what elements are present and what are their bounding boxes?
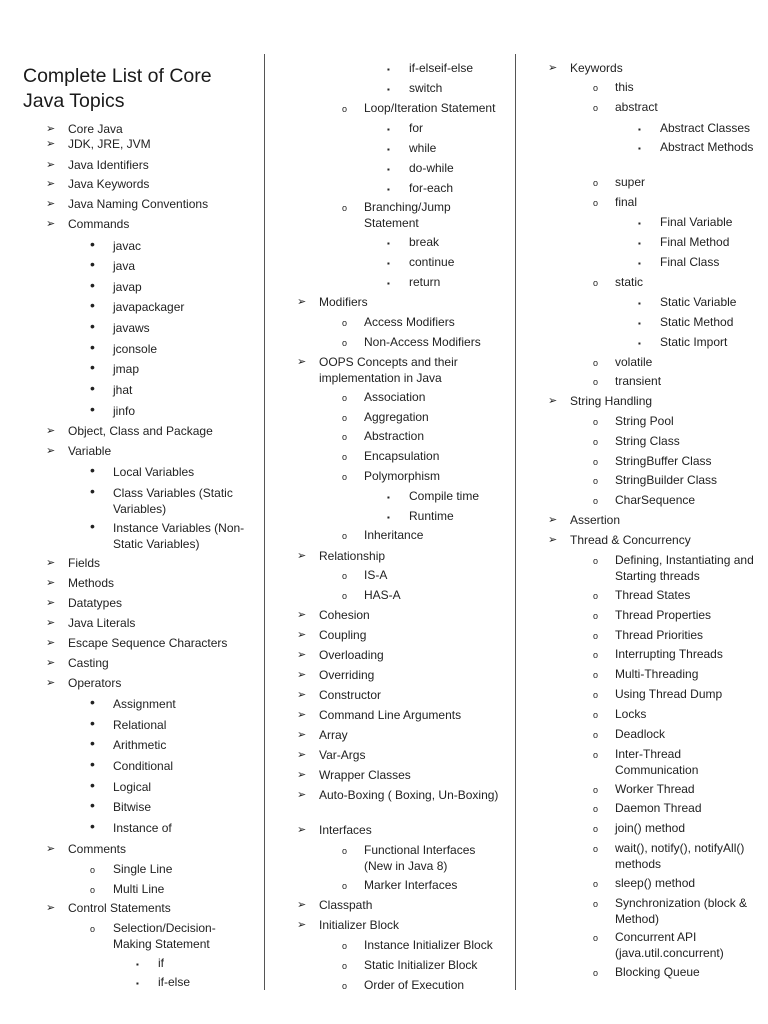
circle-bullet-icon: o	[342, 413, 348, 423]
arrow-bullet-icon: ➢	[548, 395, 558, 407]
square-bullet-icon: ▪	[387, 65, 390, 74]
list-item: Thread & Concurrency	[570, 533, 691, 547]
list-item: Array	[319, 728, 348, 742]
list-item: sleep() method	[615, 876, 696, 890]
circle-bullet-icon: o	[593, 417, 599, 427]
arrow-bullet-icon: ➢	[46, 198, 56, 210]
arrow-bullet-icon: ➢	[548, 62, 558, 74]
list-item: continue	[409, 255, 455, 269]
list-item: Deadlock	[615, 727, 666, 741]
disc-bullet-icon: •	[90, 694, 95, 710]
list-item: Compile time	[409, 489, 480, 503]
list-item: String Handling	[570, 394, 653, 408]
list-item: Thread Priorities	[615, 628, 704, 642]
disc-bullet-icon: •	[90, 735, 95, 751]
square-bullet-icon: ▪	[638, 259, 641, 268]
circle-bullet-icon: o	[593, 178, 599, 188]
list-item: if-elseif-else	[409, 61, 474, 75]
list-item: Functional Interfaces (New in Java 8)	[364, 843, 476, 873]
list-item: Coupling	[319, 628, 367, 642]
list-item: Core Java	[68, 122, 123, 136]
list-item: Conditional	[113, 759, 174, 773]
list-item: Interrupting Threads	[615, 647, 723, 661]
list-item: CharSequence	[615, 493, 696, 507]
circle-bullet-icon: o	[90, 865, 96, 875]
list-item: Commands	[68, 217, 130, 231]
square-bullet-icon: ▪	[387, 85, 390, 94]
list-item: Blocking Queue	[615, 965, 700, 979]
circle-bullet-icon: o	[593, 556, 599, 566]
list-item: StringBuffer Class	[615, 454, 712, 468]
list-item: if	[158, 956, 164, 970]
arrow-bullet-icon: ➢	[46, 597, 56, 609]
list-item: Non-Access Modifiers	[364, 335, 481, 349]
disc-bullet-icon: •	[90, 256, 95, 272]
list-item: IS-A	[364, 568, 388, 582]
list-item: for	[409, 121, 424, 135]
arrow-bullet-icon: ➢	[297, 629, 307, 641]
circle-bullet-icon: o	[90, 924, 96, 934]
list-item: Java Identifiers	[68, 158, 149, 172]
list-item: javap	[113, 280, 142, 294]
list-item: Arithmetic	[113, 738, 167, 752]
circle-bullet-icon: o	[342, 846, 348, 856]
circle-bullet-icon: o	[342, 981, 348, 991]
circle-bullet-icon: o	[593, 899, 599, 909]
list-item: OOPS Concepts and their implementation in Java	[319, 355, 458, 385]
list-item: Aggregation	[364, 410, 429, 424]
circle-bullet-icon: o	[342, 591, 348, 601]
list-item: Escape Sequence Characters	[68, 636, 228, 650]
disc-bullet-icon: •	[90, 715, 95, 731]
arrow-bullet-icon: ➢	[46, 178, 56, 190]
arrow-bullet-icon: ➢	[297, 550, 307, 562]
list-item: Defining, Instantiating and Starting threads	[615, 553, 754, 583]
list-item: Bitwise	[113, 800, 152, 814]
list-item: javaws	[113, 321, 150, 335]
list-item: Polymorphism	[364, 469, 441, 483]
column-3	[516, 0, 768, 1024]
list-item: Operators	[68, 676, 122, 690]
square-bullet-icon: ▪	[638, 299, 641, 308]
list-item: javapackager	[113, 300, 185, 314]
square-bullet-icon: ▪	[638, 144, 641, 153]
list-item: static	[615, 275, 644, 289]
list-item: Association	[364, 390, 426, 404]
circle-bullet-icon: o	[593, 358, 599, 368]
circle-bullet-icon: o	[342, 104, 348, 114]
list-item: Inter-Thread Communication	[615, 747, 699, 777]
arrow-bullet-icon: ➢	[297, 899, 307, 911]
list-item: for-each	[409, 181, 454, 195]
page-title: Complete List of Core Java Topics	[23, 65, 212, 112]
disc-bullet-icon: •	[90, 297, 95, 313]
circle-bullet-icon: o	[593, 650, 599, 660]
disc-bullet-icon: •	[90, 236, 95, 252]
list-item: transient	[615, 374, 662, 388]
list-item: super	[615, 175, 646, 189]
arrow-bullet-icon: ➢	[297, 919, 307, 931]
list-item: abstract	[615, 100, 658, 114]
list-item: break	[409, 235, 440, 249]
circle-bullet-icon: o	[593, 103, 599, 113]
circle-bullet-icon: o	[593, 670, 599, 680]
circle-bullet-icon: o	[342, 571, 348, 581]
square-bullet-icon: ▪	[387, 165, 390, 174]
list-item: Locks	[615, 707, 647, 721]
list-item: Comments	[68, 842, 127, 856]
circle-bullet-icon: o	[593, 437, 599, 447]
list-item: Abstraction	[364, 429, 425, 443]
list-item: Multi-Threading	[615, 667, 699, 681]
disc-bullet-icon: •	[90, 277, 95, 293]
list-item: Inheritance	[364, 528, 424, 542]
list-item: Control Statements	[68, 901, 171, 915]
arrow-bullet-icon: ➢	[46, 617, 56, 629]
list-item: Methods	[68, 576, 115, 590]
circle-bullet-icon: o	[593, 710, 599, 720]
list-item: Keywords	[570, 61, 623, 75]
arrow-bullet-icon: ➢	[548, 514, 558, 526]
square-bullet-icon: ▪	[638, 125, 641, 134]
list-item: Instance of	[113, 821, 172, 835]
list-item: Relationship	[319, 549, 386, 563]
list-item: Overriding	[319, 668, 375, 682]
list-item: Order of Execution	[364, 978, 465, 992]
list-item: Assertion	[570, 513, 621, 527]
list-item: Interfaces	[319, 823, 372, 837]
disc-bullet-icon: •	[90, 483, 95, 499]
list-item: Overloading	[319, 648, 384, 662]
circle-bullet-icon: o	[342, 961, 348, 971]
circle-bullet-icon: o	[593, 824, 599, 834]
list-item: Encapsulation	[364, 449, 440, 463]
square-bullet-icon: ▪	[638, 339, 641, 348]
column-2	[265, 0, 515, 1024]
circle-bullet-icon: o	[593, 611, 599, 621]
list-item: Access Modifiers	[364, 315, 455, 329]
list-item: this	[615, 80, 634, 94]
list-item: jconsole	[113, 342, 158, 356]
arrow-bullet-icon: ➢	[297, 689, 307, 701]
square-bullet-icon: ▪	[387, 493, 390, 502]
list-item: Cohesion	[319, 608, 370, 622]
list-item: Variable	[68, 444, 112, 458]
arrow-bullet-icon: ➢	[548, 534, 558, 546]
list-item: Modifiers	[319, 295, 368, 309]
circle-bullet-icon: o	[593, 457, 599, 467]
circle-bullet-icon: o	[342, 881, 348, 891]
circle-bullet-icon: o	[593, 198, 599, 208]
list-item: Local Variables	[113, 465, 195, 479]
square-bullet-icon: ▪	[387, 513, 390, 522]
list-item: final	[615, 195, 638, 209]
list-item: Abstract Classes	[660, 121, 751, 135]
arrow-bullet-icon: ➢	[297, 669, 307, 681]
circle-bullet-icon: o	[593, 879, 599, 889]
list-item: Multi Line	[113, 882, 165, 896]
list-item: switch	[409, 81, 443, 95]
circle-bullet-icon: o	[342, 203, 348, 213]
list-item: Fields	[68, 556, 101, 570]
list-item: HAS-A	[364, 588, 401, 602]
circle-bullet-icon: o	[593, 730, 599, 740]
square-bullet-icon: ▪	[387, 259, 390, 268]
list-item: jmap	[113, 362, 140, 376]
arrow-bullet-icon: ➢	[297, 729, 307, 741]
square-bullet-icon: ▪	[638, 239, 641, 248]
disc-bullet-icon: •	[90, 797, 95, 813]
circle-bullet-icon: o	[90, 885, 96, 895]
list-item: String Pool	[615, 414, 674, 428]
list-item: Static Method	[660, 315, 734, 329]
circle-bullet-icon: o	[593, 785, 599, 795]
list-item: Java Naming Conventions	[68, 197, 209, 211]
list-item: Class Variables (Static Variables)	[113, 486, 233, 516]
arrow-bullet-icon: ➢	[46, 677, 56, 689]
list-item: Final Class	[660, 255, 720, 269]
list-item: Abstract Methods	[660, 140, 754, 154]
circle-bullet-icon: o	[593, 476, 599, 486]
square-bullet-icon: ▪	[387, 185, 390, 194]
list-item: Casting	[68, 656, 109, 670]
arrow-bullet-icon: ➢	[46, 637, 56, 649]
circle-bullet-icon: o	[342, 338, 348, 348]
circle-bullet-icon: o	[342, 941, 348, 951]
list-item: Object, Class and Package	[68, 424, 213, 438]
arrow-bullet-icon: ➢	[46, 843, 56, 855]
arrow-bullet-icon: ➢	[46, 123, 56, 135]
square-bullet-icon: ▪	[136, 960, 139, 969]
circle-bullet-icon: o	[593, 83, 599, 93]
disc-bullet-icon: •	[90, 318, 95, 334]
list-item: StringBuilder Class	[615, 473, 718, 487]
list-item: Final Method	[660, 235, 730, 249]
list-item: Classpath	[319, 898, 373, 912]
arrow-bullet-icon: ➢	[46, 138, 56, 150]
list-item: while	[409, 141, 437, 155]
list-item: Final Variable	[660, 215, 733, 229]
arrow-bullet-icon: ➢	[46, 445, 56, 457]
square-bullet-icon: ▪	[638, 319, 641, 328]
square-bullet-icon: ▪	[387, 145, 390, 154]
list-item: Marker Interfaces	[364, 878, 458, 892]
list-item: Java Keywords	[68, 177, 150, 191]
list-item: Command Line Arguments	[319, 708, 462, 722]
arrow-bullet-icon: ➢	[297, 709, 307, 721]
list-item: Static Import	[660, 335, 728, 349]
disc-bullet-icon: •	[90, 359, 95, 375]
arrow-bullet-icon: ➢	[46, 657, 56, 669]
arrow-bullet-icon: ➢	[297, 296, 307, 308]
list-item: jinfo	[113, 404, 136, 418]
circle-bullet-icon: o	[593, 968, 599, 978]
circle-bullet-icon: o	[342, 393, 348, 403]
square-bullet-icon: ▪	[387, 239, 390, 248]
disc-bullet-icon: •	[90, 380, 95, 396]
disc-bullet-icon: •	[90, 339, 95, 355]
circle-bullet-icon: o	[593, 591, 599, 601]
arrow-bullet-icon: ➢	[46, 159, 56, 171]
arrow-bullet-icon: ➢	[297, 769, 307, 781]
circle-bullet-icon: o	[593, 804, 599, 814]
circle-bullet-icon: o	[593, 690, 599, 700]
list-item: Concurrent API (java.util.concurrent)	[615, 930, 724, 960]
list-item: Static Variable	[660, 295, 737, 309]
list-item: Instance Initializer Block	[364, 938, 493, 952]
list-item: Constructor	[319, 688, 382, 702]
list-item: Daemon Thread	[615, 801, 702, 815]
column-1	[0, 0, 264, 1024]
list-item: Wrapper Classes	[319, 768, 411, 782]
circle-bullet-icon: o	[593, 377, 599, 387]
list-item: Branching/Jump Statement	[364, 200, 451, 230]
list-item: Loop/Iteration Statement	[364, 101, 496, 115]
list-item: Single Line	[113, 862, 173, 876]
arrow-bullet-icon: ➢	[297, 824, 307, 836]
disc-bullet-icon: •	[90, 401, 95, 417]
list-item: Selection/Decision-Making Statement	[113, 921, 216, 951]
list-item: Java Literals	[68, 616, 136, 630]
list-item: if-else	[158, 975, 191, 989]
list-item: wait(), notify(), notifyAll() methods	[615, 841, 745, 871]
list-item: Runtime	[409, 509, 454, 523]
arrow-bullet-icon: ➢	[46, 557, 56, 569]
list-item: jhat	[113, 383, 133, 397]
list-item: Thread Properties	[615, 608, 712, 622]
arrow-bullet-icon: ➢	[297, 649, 307, 661]
arrow-bullet-icon: ➢	[297, 749, 307, 761]
square-bullet-icon: ▪	[387, 125, 390, 134]
circle-bullet-icon: o	[593, 844, 599, 854]
list-item: java	[113, 259, 136, 273]
arrow-bullet-icon: ➢	[297, 789, 307, 801]
list-item: return	[409, 275, 441, 289]
circle-bullet-icon: o	[342, 318, 348, 328]
circle-bullet-icon: o	[593, 933, 599, 943]
list-item: Auto-Boxing ( Boxing, Un-Boxing)	[319, 788, 499, 802]
list-item: String Class	[615, 434, 680, 448]
arrow-bullet-icon: ➢	[46, 218, 56, 230]
list-item: Static Initializer Block	[364, 958, 478, 972]
list-item: volatile	[615, 355, 653, 369]
disc-bullet-icon: •	[90, 818, 95, 834]
circle-bullet-icon: o	[342, 531, 348, 541]
disc-bullet-icon: •	[90, 756, 95, 772]
list-item: Worker Thread	[615, 782, 695, 796]
circle-bullet-icon: o	[593, 278, 599, 288]
list-item: Thread States	[615, 588, 691, 602]
list-item: Using Thread Dump	[615, 687, 723, 701]
circle-bullet-icon: o	[593, 750, 599, 760]
list-item: JDK, JRE, JVM	[68, 137, 151, 151]
arrow-bullet-icon: ➢	[297, 356, 307, 368]
list-item: join() method	[615, 821, 686, 835]
disc-bullet-icon: •	[90, 777, 95, 793]
arrow-bullet-icon: ➢	[297, 609, 307, 621]
square-bullet-icon: ▪	[638, 219, 641, 228]
circle-bullet-icon: o	[593, 631, 599, 641]
square-bullet-icon: ▪	[387, 279, 390, 288]
list-item: Datatypes	[68, 596, 123, 610]
circle-bullet-icon: o	[342, 452, 348, 462]
list-item: Var-Args	[319, 748, 366, 762]
list-item: Instance Variables (Non-Static Variables)	[113, 521, 245, 551]
list-item: Initializer Block	[319, 918, 400, 932]
list-item: Assignment	[113, 697, 176, 711]
list-item: Synchronization (block & Method)	[615, 896, 748, 926]
square-bullet-icon: ▪	[136, 979, 139, 988]
disc-bullet-icon: •	[90, 518, 95, 534]
list-item: do-while	[409, 161, 454, 175]
circle-bullet-icon: o	[342, 432, 348, 442]
arrow-bullet-icon: ➢	[46, 902, 56, 914]
arrow-bullet-icon: ➢	[46, 577, 56, 589]
arrow-bullet-icon: ➢	[46, 425, 56, 437]
list-item: javac	[113, 239, 142, 253]
circle-bullet-icon: o	[342, 472, 348, 482]
disc-bullet-icon: •	[90, 462, 95, 478]
list-item: Relational	[113, 718, 167, 732]
list-item: Logical	[113, 780, 152, 794]
circle-bullet-icon: o	[593, 496, 599, 506]
